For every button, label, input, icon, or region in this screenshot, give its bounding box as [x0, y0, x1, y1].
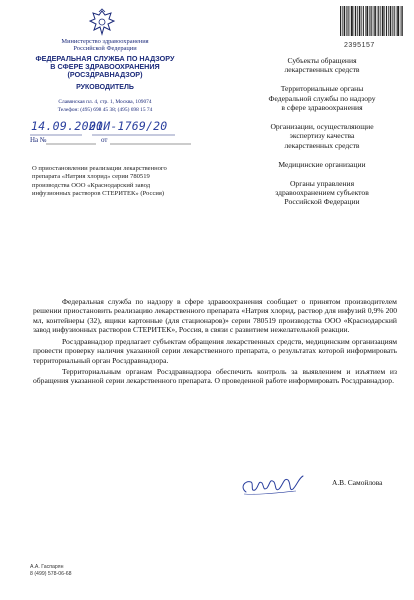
- executor-phone: 8 (499) 578-06-68: [30, 570, 72, 577]
- handwritten-date: 14.09.2020: [31, 119, 104, 133]
- registry-number: 2395157: [344, 42, 375, 49]
- executor-name: А.А. Гаспарян: [30, 564, 64, 570]
- executor-info: [30, 564, 72, 577]
- recipients-block: [232, 56, 412, 216]
- letter-body: [33, 297, 397, 387]
- handwritten-signature: [236, 470, 306, 498]
- recipient-item: Организации, осуществляющие экспертизу качества лекарственных средств: [270, 122, 374, 150]
- recipient-item: Субъекты обращения лекарственных средств: [284, 56, 360, 75]
- handwritten-number: 01И-1769/20: [89, 119, 168, 133]
- signer-name: А.В. Самойлова: [332, 478, 383, 487]
- body-paragraph: Территориальным органам Росздравнадзора обеспечить контроль за выявлением и изъятием из обращения указанной серии лекарственного препарата. О проведенной работе информировать Росздравнадзор.: [33, 366, 397, 386]
- recipient-item: Медицинские организации: [278, 159, 366, 169]
- body-paragraph: Федеральная служба по надзору в сфере здравоохранения сообщает о принятом производителем решении приостановить реализацию лекарственного препарата «Натрия хлорид, раствор для инфузий 0,9% 200 мл, контейнеры (32), ящики картонные (для стационаров)» серии 780519 производства ООО «Краснодарский завод инфузионных растворов СТЕРИТЕК», Россия, в связи с развитием нежелательной реакции.: [33, 297, 397, 335]
- agency-name: ФЕДЕРАЛЬНАЯ СЛУЖБА ПО НАДЗОРУ В СФЕРЕ ЗДРАВООХРАНЕНИЯ (РОСЗДРАВНАДЗОР): [35, 54, 175, 80]
- reference-date-label: от: [101, 136, 108, 144]
- reference-underline: [46, 139, 191, 145]
- reference-number-label: На №: [30, 136, 47, 144]
- coat-of-arms-emblem: [87, 8, 117, 38]
- agency-address: Славянская пл. 4, стр. 1, Москва, 109074 Телефон: (495) 698 45 38; (495) 698 15 74: [57, 99, 153, 113]
- body-paragraph: Росздравнадзор предлагает субъектам обращения лекарственных средств, медицинским организациям провести проверку наличия указанной серии лекарственного препарата, о результатах которой информировать территориальный орган Росздравнадзора.: [33, 336, 397, 365]
- recipient-item: Территориальные органы Федеральной службы по надзору в сфере здравоохранения: [268, 84, 376, 113]
- registry-barcode: [340, 6, 403, 36]
- recipient-item: Органы управления здравоохранением субъектов Российской Федерации: [275, 178, 369, 207]
- ministry-name: Министерство здравоохранения Российской Федерации: [61, 38, 149, 53]
- head-label: РУКОВОДИТЕЛЬ: [76, 84, 134, 91]
- letter-subject: О приостановлении реализации лекарственного препарата «Натрия хлорид» серии 780519 производства ООО «Краснодарский завод инфузионных растворов СТЕРИТЕК» (Россия): [32, 165, 167, 198]
